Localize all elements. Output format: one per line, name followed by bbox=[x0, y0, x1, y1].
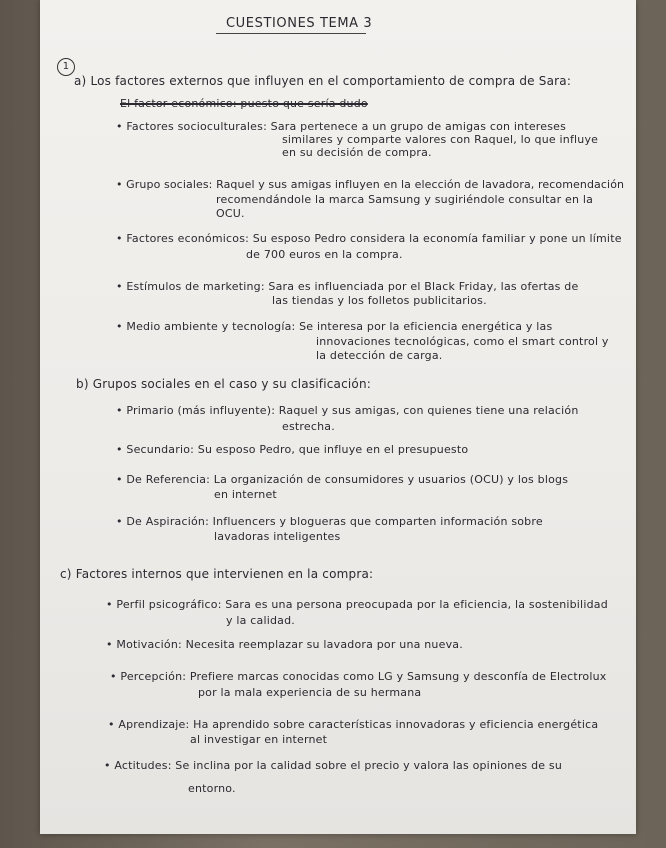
c-item-4-line-2: al investigar en internet bbox=[190, 733, 328, 746]
c-item-2-line-1: • Motivación: Necesita reemplazar su lavadora por una nueva. bbox=[106, 638, 463, 651]
c-item-1-line-2: y la calidad. bbox=[226, 614, 296, 627]
c-item-4-line-1: • Aprendizaje: Ha aprendido sobre características innovadoras y eficiencia energética bbox=[108, 718, 599, 731]
section-a-heading: a) Los factores externos que influyen en el comportamiento de compra de Sara: bbox=[74, 74, 572, 88]
b-item-3-line-1: • De Referencia: La organización de consumidores y usuarios (OCU) y los blogs bbox=[116, 473, 569, 486]
page-title: CUESTIONES TEMA 3 bbox=[226, 16, 373, 31]
paper-sheet bbox=[40, 0, 636, 834]
a-item-3-line-1: • Factores económicos: Su esposo Pedro considera la economía familiar y pone un límite bbox=[116, 232, 622, 245]
b-item-4-line-2: lavadoras inteligentes bbox=[214, 530, 341, 543]
c-item-3-line-2: por la mala experiencia de su hermana bbox=[198, 686, 422, 699]
a-item-1-line-1: • Factores socioculturales: Sara pertenece a un grupo de amigas con intereses bbox=[116, 120, 567, 133]
a-item-3-line-2: de 700 euros en la compra. bbox=[246, 248, 403, 261]
question-number: 1 bbox=[57, 58, 75, 76]
section-c-heading: c) Factores internos que intervienen en la compra: bbox=[60, 567, 374, 581]
a-item-2-line-3: OCU. bbox=[216, 207, 245, 220]
a-item-1-line-3: en su decisión de compra. bbox=[282, 146, 432, 159]
section-b-heading: b) Grupos sociales en el caso y su clasificación: bbox=[76, 377, 372, 391]
title-underline bbox=[216, 33, 366, 34]
c-item-1-line-1: • Perfil psicográfico: Sara es una persona preocupada por la eficiencia, la sostenibilidad bbox=[106, 598, 608, 611]
b-item-4-line-1: • De Aspiración: Influencers y blogueras que comparten información sobre bbox=[116, 515, 543, 528]
struck-line: El factor económico: puesto que sería dudo bbox=[120, 97, 368, 110]
b-item-3-line-2: en internet bbox=[214, 488, 277, 501]
b-item-1-line-2: estrecha. bbox=[282, 420, 335, 433]
a-item-4-line-2: las tiendas y los folletos publicitarios. bbox=[272, 294, 487, 307]
b-item-2-line-1: • Secundario: Su esposo Pedro, que influye en el presupuesto bbox=[116, 443, 469, 456]
a-item-1-line-2: similares y comparte valores con Raquel, lo que influye bbox=[282, 133, 599, 146]
c-item-5-line-2: entorno. bbox=[188, 782, 236, 795]
c-item-3-line-1: • Percepción: Prefiere marcas conocidas como LG y Samsung y desconfía de Electrolux bbox=[110, 670, 607, 683]
a-item-2-line-1: • Grupo sociales: Raquel y sus amigas influyen en la elección de lavadora, recomendación bbox=[116, 178, 625, 191]
a-item-5-line-1: • Medio ambiente y tecnología: Se interesa por la eficiencia energética y las bbox=[116, 320, 553, 333]
a-item-4-line-1: • Estímulos de marketing: Sara es influenciada por el Black Friday, las ofertas de bbox=[116, 280, 579, 293]
a-item-5-line-2: innovaciones tecnológicas, como el smart control y bbox=[316, 335, 609, 348]
a-item-5-line-3: la detección de carga. bbox=[316, 349, 443, 362]
c-item-5-line-1: • Actitudes: Se inclina por la calidad sobre el precio y valora las opiniones de su bbox=[104, 759, 563, 772]
b-item-1-line-1: • Primario (más influyente): Raquel y sus amigas, con quienes tiene una relación bbox=[116, 404, 579, 417]
a-item-2-line-2: recomendándole la marca Samsung y sugiriéndole consultar en la bbox=[216, 193, 594, 206]
